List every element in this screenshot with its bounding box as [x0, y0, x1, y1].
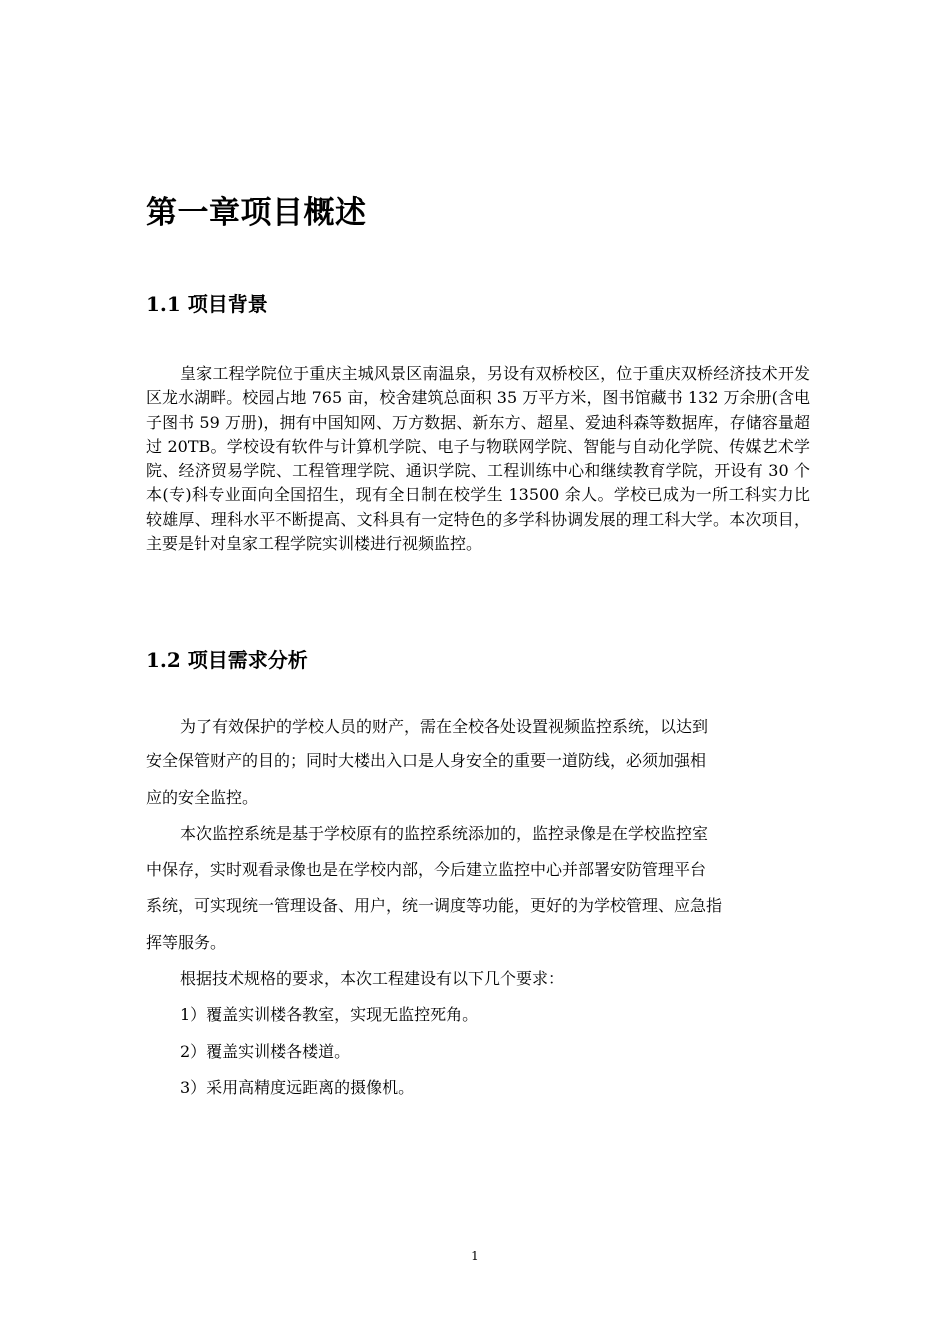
requirements-line: 应的安全监控。 [146, 788, 259, 807]
section-heading-requirements: 1.2 项目需求分析 [146, 648, 308, 672]
requirement-item: 3）采用高精度远距离的摄像机。 [180, 1078, 415, 1097]
requirements-line: 安全保管财产的目的；同时大楼出入口是人身安全的重要一道防线，必须加强相 [146, 751, 707, 770]
requirement-item: 1）覆盖实训楼各教室，实现无监控死角。 [180, 1005, 479, 1024]
section-heading-background: 1.1 项目背景 [146, 292, 268, 316]
background-paragraph: 皇家工程学院位于重庆主城风景区南温泉，另设有双桥校区，位于重庆双桥经济技术开发区龙水湖畔。校园占地 765 亩，校舍建筑总面积 35 万平方米，图书馆藏书 132 万余册(含电子图书 59 万册)，拥有中国知网、万方数据、新东方、超星、爱迪科森等数据库，存储容量超过 20TB。学校设有软件与计算机学院、电子与物联网学院、智能与自动化学院、传媒艺术学院、经济贸易学院、工程管理学院、通识学院、工程训练中心和继续教育学院，开设有 30 个本(专)科专业面向全国招生，现有全日制在校学生 13500 余人。学校已成为一所工科实力比较雄厚、理科水平不断提高、文科具有一定特色的多学科协调发展的理工科大学。本次项目，主要是针对皇家工程学院实训楼进行视频监控。 [146, 364, 810, 554]
requirements-line: 根据技术规格的要求，本次工程建设有以下几个要求： [180, 969, 565, 988]
requirements-line: 为了有效保护的学校人员的财产，需在全校各处设置视频监控系统，以达到 [180, 717, 709, 736]
requirements-line: 系统，可实现统一管理设备、用户，统一调度等功能，更好的为学校管理、应急指 [146, 896, 723, 915]
requirement-item: 2）覆盖实训楼各楼道。 [180, 1042, 351, 1061]
requirements-line: 本次监控系统是基于学校原有的监控系统添加的，监控录像是在学校监控室 [180, 824, 709, 843]
chapter-title: 第一章项目概述 [146, 195, 367, 231]
requirements-line: 挥等服务。 [146, 933, 227, 952]
requirements-line: 中保存，实时观看录像也是在学校内部，今后建立监控中心并部署安防管理平台 [146, 860, 707, 879]
page-number: 1 [471, 1249, 479, 1263]
